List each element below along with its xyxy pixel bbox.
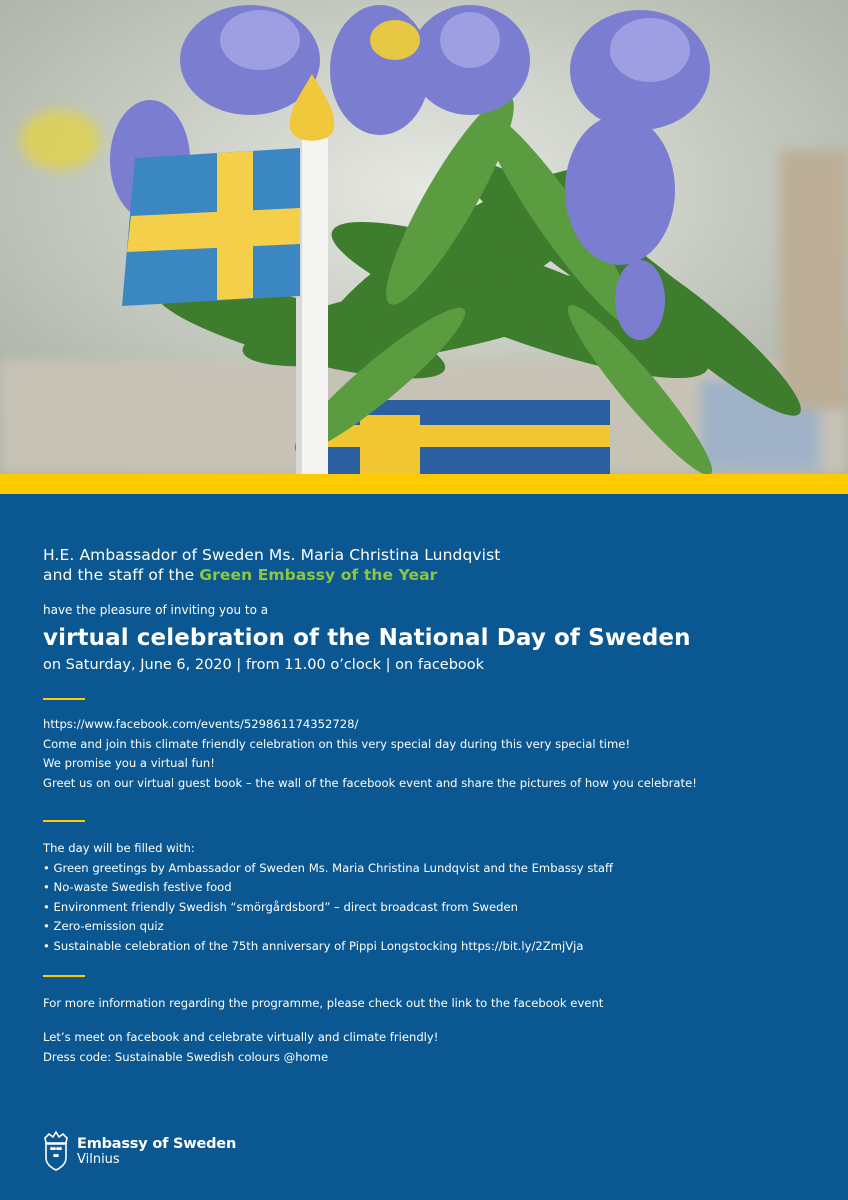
- intro-line-2: [43, 565, 500, 585]
- details-line: Greet us on our virtual guest book – the wall of the facebook event and share the pictures of how you celebrate!: [43, 775, 697, 790]
- programme-item: • No-waste Swedish festive food: [43, 880, 232, 894]
- intro-line-1: H.E. Ambassador of Sweden Ms. Maria Christina Lundqvist: [43, 546, 501, 564]
- dress-code-line: Dress code: Sustainable Swedish colours @home: [43, 1049, 329, 1064]
- intro-line-2-prefix: and the staff of the: [43, 566, 200, 584]
- divider-1: [43, 698, 85, 700]
- closing-block: [43, 1028, 438, 1067]
- more-info-line: For more information regarding the programme, please check out the link to the facebook event: [43, 996, 604, 1010]
- embassy-logo: [43, 1130, 236, 1172]
- yellow-stripe: [0, 474, 848, 494]
- programme-item: • Green greetings by Ambassador of Sweden Ms. Maria Christina Lundqvist and the Embassy staff: [43, 860, 613, 875]
- details-block: [43, 715, 697, 793]
- logo-name: Embassy of Sweden: [77, 1135, 237, 1152]
- divider-2: [43, 820, 85, 822]
- programme-heading: The day will be filled with:: [43, 841, 195, 855]
- details-line: We promise you a virtual fun!: [43, 756, 215, 770]
- intro-text: [43, 545, 500, 585]
- divider-3: [43, 975, 85, 977]
- programme-item: • Environment friendly Swedish “smörgårdsbord” – direct broadcast from Sweden: [43, 899, 519, 914]
- closing-meet-line: Let’s meet on facebook and celebrate virtually and climate friendly!: [43, 1030, 439, 1044]
- logo-city: Vilnius: [77, 1151, 120, 1167]
- details-line: Come and join this climate friendly celebration on this very special day during this very special time!: [43, 736, 631, 751]
- green-embassy-highlight: Green Embassy of the Year: [199, 566, 438, 584]
- three-crowns-icon: [43, 1130, 69, 1172]
- facebook-event-link[interactable]: https://www.facebook.com/events/529861174352728/: [43, 717, 359, 731]
- event-date-time: on Saturday, June 6, 2020 | from 11.00 o’clock | on facebook: [43, 657, 485, 673]
- more-info-text: [43, 994, 603, 1014]
- event-title: virtual celebration of the National Day of Sweden: [43, 625, 691, 651]
- programme-item: • Zero-emission quiz: [43, 919, 164, 933]
- swedish-flag-icon: [122, 148, 300, 306]
- programme-block: [43, 839, 613, 956]
- logo-text: [77, 1136, 236, 1167]
- header-photo: [0, 0, 848, 474]
- pleasure-line: have the pleasure of inviting you to a: [43, 603, 269, 617]
- programme-item-pippi-link[interactable]: • Sustainable celebration of the 75th anniversary of Pippi Longstocking https://bit.ly/2ZmjVja: [43, 938, 584, 953]
